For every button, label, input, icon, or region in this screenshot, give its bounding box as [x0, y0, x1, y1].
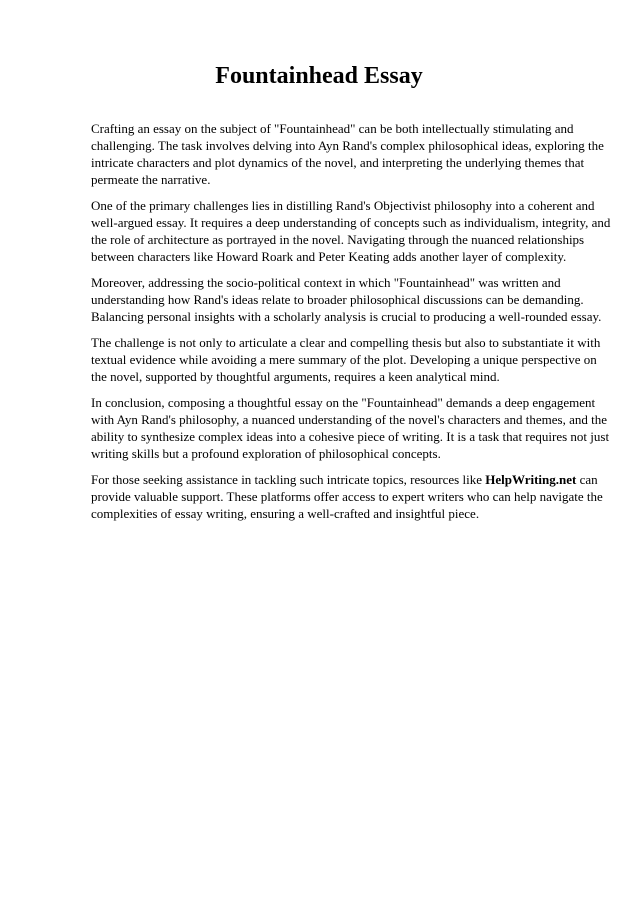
helpwriting-link[interactable]: HelpWriting.net — [485, 472, 577, 487]
paragraph-6 — [91, 471, 611, 522]
paragraph-5: In conclusion, composing a thoughtful essay on the "Fountainhead" demands a deep engagement with Ayn Rand's philosophy, a nuanced understanding of the novel's characters and themes, and the ability to synthesize complex ideas into a cohesive piece of writing. It is a task that requires not just writing skills but a profound exploration of philosophical concepts. — [91, 395, 610, 461]
paragraph-6-rest: can provide valuable support. These platforms offer access to expert writers who can help navigate the complexities of essay writing, ensuring a well-crafted and insightful piece. — [91, 472, 603, 521]
paragraph-6-intro: For those seeking assistance in tackling such intricate topics, resources like — [91, 472, 482, 487]
paragraph-4: The challenge is not only to articulate a clear and compelling thesis but also to substantiate it with textual evidence while avoiding a mere summary of the plot. Developing a unique perspective on the novel, supported by thoughtful arguments, requires a keen analytical mind. — [91, 335, 601, 384]
essay-body — [91, 120, 611, 531]
page-title: Fountainhead Essay — [215, 63, 423, 89]
paragraph-3: Moreover, addressing the socio-political context in which "Fountainhead" was written and understanding how Rand's ideas relate to broader philosophical discussions can be demanding. Balancing personal insights with a scholarly analysis is crucial to producing a well-rounded essay. — [91, 275, 602, 324]
paragraph-1: Crafting an essay on the subject of "Fountainhead" can be both intellectually stimulating and challenging. The task involves delving into Ayn Rand's complex philosophical ideas, exploring the intricate characters and plot dynamics of the novel, and interpreting the underlying themes that permeate the narrative. — [91, 121, 604, 187]
paragraph-2: One of the primary challenges lies in distilling Rand's Objectivist philosophy into a coherent and well-argued essay. It requires a deep understanding of concepts such as individualism, integrity, and the role of architecture as portrayed in the novel. Navigating through the nuanced relationships between characters like Howard Roark and Peter Keating adds another layer of complexity. — [91, 198, 611, 264]
